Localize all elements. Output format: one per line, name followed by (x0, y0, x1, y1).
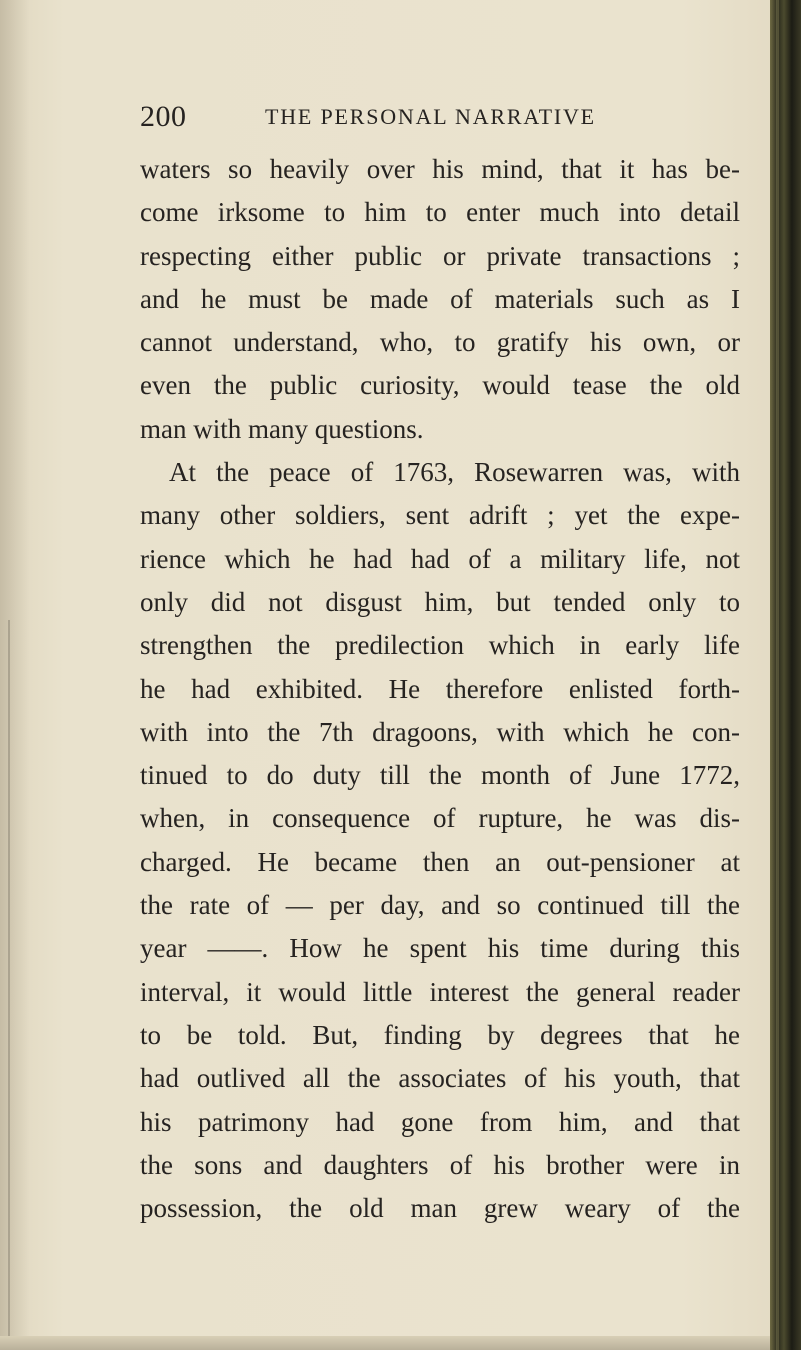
text-line: with into the 7th dragoons, with which he con- (140, 716, 740, 747)
text-line: tinued to do duty till the month of June 1772, (140, 760, 740, 791)
text-line: had outlived all the associates of his youth, that (140, 1063, 740, 1094)
text-line: when, in consequence of rupture, he was dis- (140, 803, 740, 834)
text-line: and he must be made of materials such as I (140, 283, 740, 314)
text-line: cannot understand, who, to gratify his own, or (140, 327, 740, 358)
text-line: At the peace of 1763, Rosewarren was, with (169, 457, 740, 488)
book-spine-highlight (776, 0, 779, 1350)
text-line: rience which he had had of a military life, not (140, 543, 740, 574)
text-line: possession, the old man grew weary of the (140, 1193, 740, 1224)
text-line: respecting either public or private transactions ; (140, 240, 740, 271)
page-edge-line (8, 620, 10, 1340)
running-title: THE PERSONAL NARRATIVE (265, 104, 596, 129)
page-bottom-edge (0, 1336, 801, 1350)
text-line: charged. He became then an out-pensioner at (140, 846, 740, 877)
gutter-shadow (0, 0, 30, 1350)
text-line: year ——. How he spent his time during this (140, 933, 740, 964)
text-line: he had exhibited. He therefore enlisted forth- (140, 673, 740, 704)
text-line: interval, it would little interest the general reader (140, 976, 740, 1007)
text-line: only did not disgust him, but tended only to (140, 586, 740, 617)
body-text (140, 148, 740, 1230)
text-line: the rate of — per day, and so continued till the (140, 890, 740, 921)
text-line: the sons and daughters of his brother were in (140, 1149, 740, 1180)
text-line: to be told. But, finding by degrees that he (140, 1019, 740, 1050)
text-line: strengthen the predilection which in early life (140, 630, 740, 661)
running-head (140, 100, 740, 140)
page-number: 200 (140, 100, 187, 133)
text-line: waters so heavily over his mind, that it has be- (140, 154, 740, 184)
text-line: even the public curiosity, would tease the old (140, 370, 740, 401)
book-spine (770, 0, 801, 1350)
text-line: many other soldiers, sent adrift ; yet the expe- (140, 500, 740, 531)
text-line: man with many questions. (140, 413, 424, 444)
text-line: his patrimony had gone from him, and that (140, 1106, 740, 1137)
text-line: come irksome to him to enter much into detail (140, 197, 740, 228)
